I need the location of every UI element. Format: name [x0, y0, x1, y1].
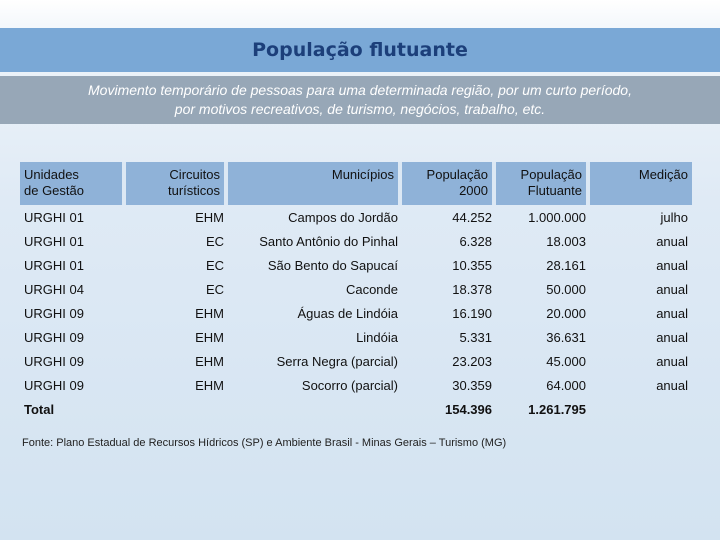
cell-ugrhi: URGHI 01	[24, 209, 84, 225]
cell-municipio: São Bento do Sapucaí	[267, 257, 398, 273]
subtitle-line-2: por motivos recreativos, de turismo, negócios, trabalho, etc.	[174, 101, 546, 117]
cell-circuito: EHM	[195, 209, 224, 225]
header-popflut-line-1: População	[520, 167, 582, 182]
cell-medicao: anual	[656, 353, 688, 369]
table-row	[20, 349, 692, 373]
table-row	[20, 301, 692, 325]
cell-flutuante: 28.161	[546, 257, 586, 273]
source-note: Fonte: Plano Estadual de Recursos Hídricos (SP) e Ambiente Brasil - Minas Gerais – Turismo (MG)	[22, 437, 507, 449]
population-table	[20, 162, 692, 421]
cell-circuito: EHM	[195, 305, 224, 321]
header-pop2000	[402, 162, 496, 205]
table-row	[20, 205, 692, 229]
cell-circuito: EC	[205, 233, 224, 249]
table-header-row	[20, 162, 692, 205]
total-row	[20, 397, 692, 421]
cell-medicao: anual	[656, 233, 688, 249]
cell-flutuante: 36.631	[546, 329, 586, 345]
header-circuitos	[126, 162, 228, 205]
subtitle-bar	[0, 76, 720, 124]
header-unidades-line-1: Unidades	[24, 167, 79, 182]
header-popflut-line-2: Flutuante	[527, 183, 582, 198]
cell-ugrhi: URGHI 09	[24, 305, 84, 321]
cell-pop2000: 23.203	[452, 353, 492, 369]
table-row	[20, 229, 692, 253]
table-row	[20, 253, 692, 277]
cell-pop2000: 6.328	[459, 233, 492, 249]
header-unidades-line-2: de Gestão	[24, 183, 84, 198]
cell-medicao: anual	[656, 257, 688, 273]
cell-ugrhi: URGHI 09	[24, 353, 84, 369]
total-pop2000: 154.396	[445, 401, 492, 417]
header-circuitos-line-1: Circuitos	[169, 167, 220, 182]
header-pop2000-line-1: População	[426, 167, 488, 182]
cell-municipio: Águas de Lindóia	[297, 305, 398, 321]
cell-pop2000: 5.331	[459, 329, 492, 345]
cell-medicao: anual	[656, 281, 688, 297]
cell-flutuante: 64.000	[546, 377, 586, 393]
title-bar	[0, 28, 720, 72]
table-row	[20, 373, 692, 397]
cell-flutuante: 50.000	[546, 281, 586, 297]
cell-pop2000: 18.378	[452, 281, 492, 297]
cell-ugrhi: URGHI 01	[24, 257, 84, 273]
cell-circuito: EC	[205, 257, 224, 273]
subtitle	[74, 81, 646, 119]
total-empty-municipio	[228, 397, 402, 421]
cell-pop2000: 10.355	[452, 257, 492, 273]
cell-medicao: anual	[656, 377, 688, 393]
page-title: População flutuante	[252, 39, 468, 61]
cell-municipio: Socorro (parcial)	[301, 377, 398, 393]
total-empty-medicao	[590, 397, 692, 421]
header-pop2000-line-2: 2000	[459, 183, 488, 198]
cell-pop2000: 44.252	[452, 209, 492, 225]
total-empty-circuito	[126, 397, 228, 421]
cell-municipio: Campos do Jordão	[288, 209, 398, 225]
cell-flutuante: 20.000	[546, 305, 586, 321]
header-circuitos-line-2: turísticos	[167, 183, 220, 198]
table-row	[20, 277, 692, 301]
cell-circuito: EHM	[195, 377, 224, 393]
cell-medicao: anual	[656, 305, 688, 321]
cell-medicao: julho	[660, 209, 688, 225]
header-medicao-label: Medição	[638, 167, 688, 182]
cell-ugrhi: URGHI 04	[24, 281, 84, 297]
table-row	[20, 325, 692, 349]
cell-ugrhi: URGHI 01	[24, 233, 84, 249]
subtitle-line-1: Movimento temporário de pessoas para uma determinada região, por um curto período,	[88, 82, 632, 98]
cell-pop2000: 16.190	[452, 305, 492, 321]
cell-municipio: Santo Antônio do Pinhal	[259, 233, 398, 249]
cell-flutuante: 18.003	[546, 233, 586, 249]
cell-ugrhi: URGHI 09	[24, 329, 84, 345]
cell-circuito: EHM	[195, 353, 224, 369]
cell-municipio: Serra Negra (parcial)	[276, 353, 398, 369]
header-unidades	[20, 162, 126, 205]
total-label: Total	[24, 401, 55, 417]
header-popflut	[496, 162, 590, 205]
cell-pop2000: 30.359	[452, 377, 492, 393]
cell-municipio: Lindóia	[356, 329, 398, 345]
header-municipios-label: Municípios	[331, 167, 394, 182]
cell-flutuante: 45.000	[546, 353, 586, 369]
total-flutuante: 1.261.795	[528, 401, 586, 417]
header-municipios	[228, 162, 402, 205]
header-medicao	[590, 162, 692, 205]
cell-flutuante: 1.000.000	[528, 209, 586, 225]
cell-medicao: anual	[656, 329, 688, 345]
cell-municipio: Caconde	[345, 281, 398, 297]
cell-circuito: EHM	[195, 329, 224, 345]
cell-ugrhi: URGHI 09	[24, 377, 84, 393]
cell-circuito: EC	[205, 281, 224, 297]
